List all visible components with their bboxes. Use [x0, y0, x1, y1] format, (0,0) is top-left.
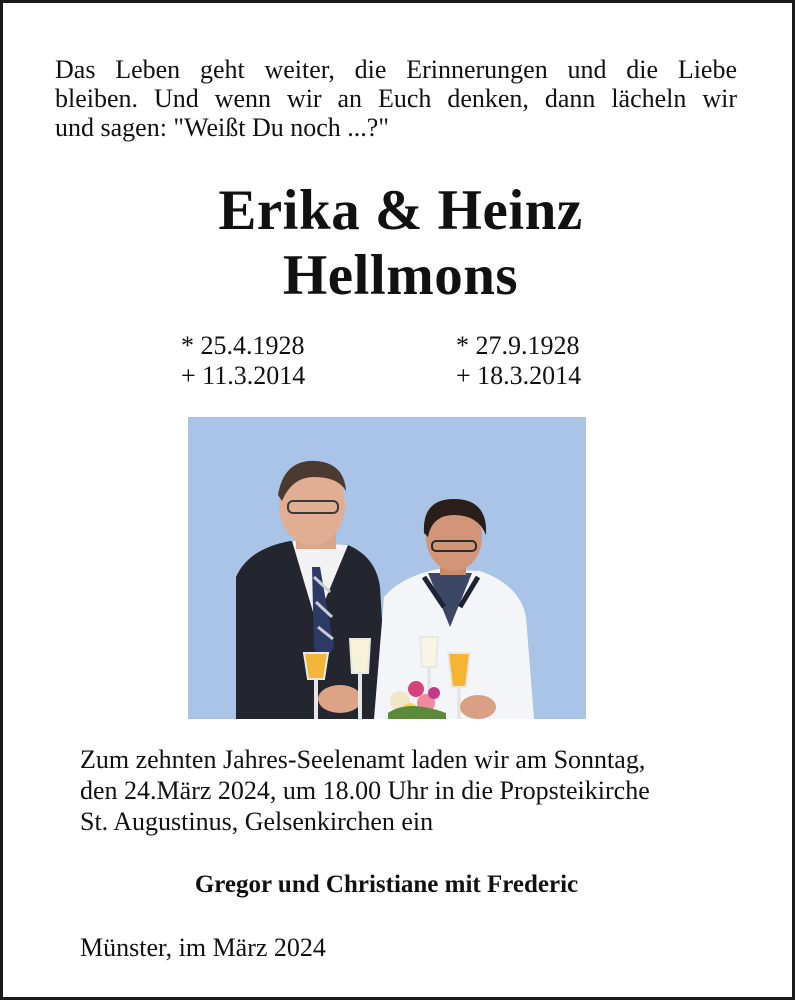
- family-name: Hellmons: [282, 244, 519, 307]
- birth-date: * 27.9.1928: [456, 331, 580, 360]
- signature-text: Gregor und Christiane mit Frederic: [194, 871, 579, 898]
- place-date: Münster, im März 2024: [80, 933, 326, 962]
- death-date: + 18.3.2014: [456, 361, 582, 390]
- birth-date: * 25.4.1928: [181, 331, 305, 360]
- invitation-line: St. Augustinus, Gelsenkirchen ein: [80, 807, 434, 836]
- couple-photo: [188, 417, 586, 719]
- death-date: + 11.3.2014: [181, 361, 306, 390]
- signature: [3, 868, 795, 902]
- quote-line: bleiben. Und wenn wir an Euch denken, dann lächeln wir: [55, 84, 737, 113]
- invitation-text: [80, 744, 720, 837]
- invitation-line: den 24.März 2024, um 18.00 Uhr in die Propsteikirche: [80, 776, 650, 805]
- memorial-quote: [55, 55, 737, 142]
- invitation-line: Zum zehnten Jahres-Seelenamt laden wir am Sonntag,: [80, 745, 646, 774]
- dates-heinz: [456, 331, 581, 391]
- dates-erika: [181, 331, 305, 391]
- quote-line: Das Leben geht weiter, die Erinnerungen und die Liebe: [55, 55, 737, 84]
- deceased-names: Erika & Heinz: [218, 179, 583, 242]
- quote-line: und sagen: "Weißt Du noch ...?": [55, 113, 389, 142]
